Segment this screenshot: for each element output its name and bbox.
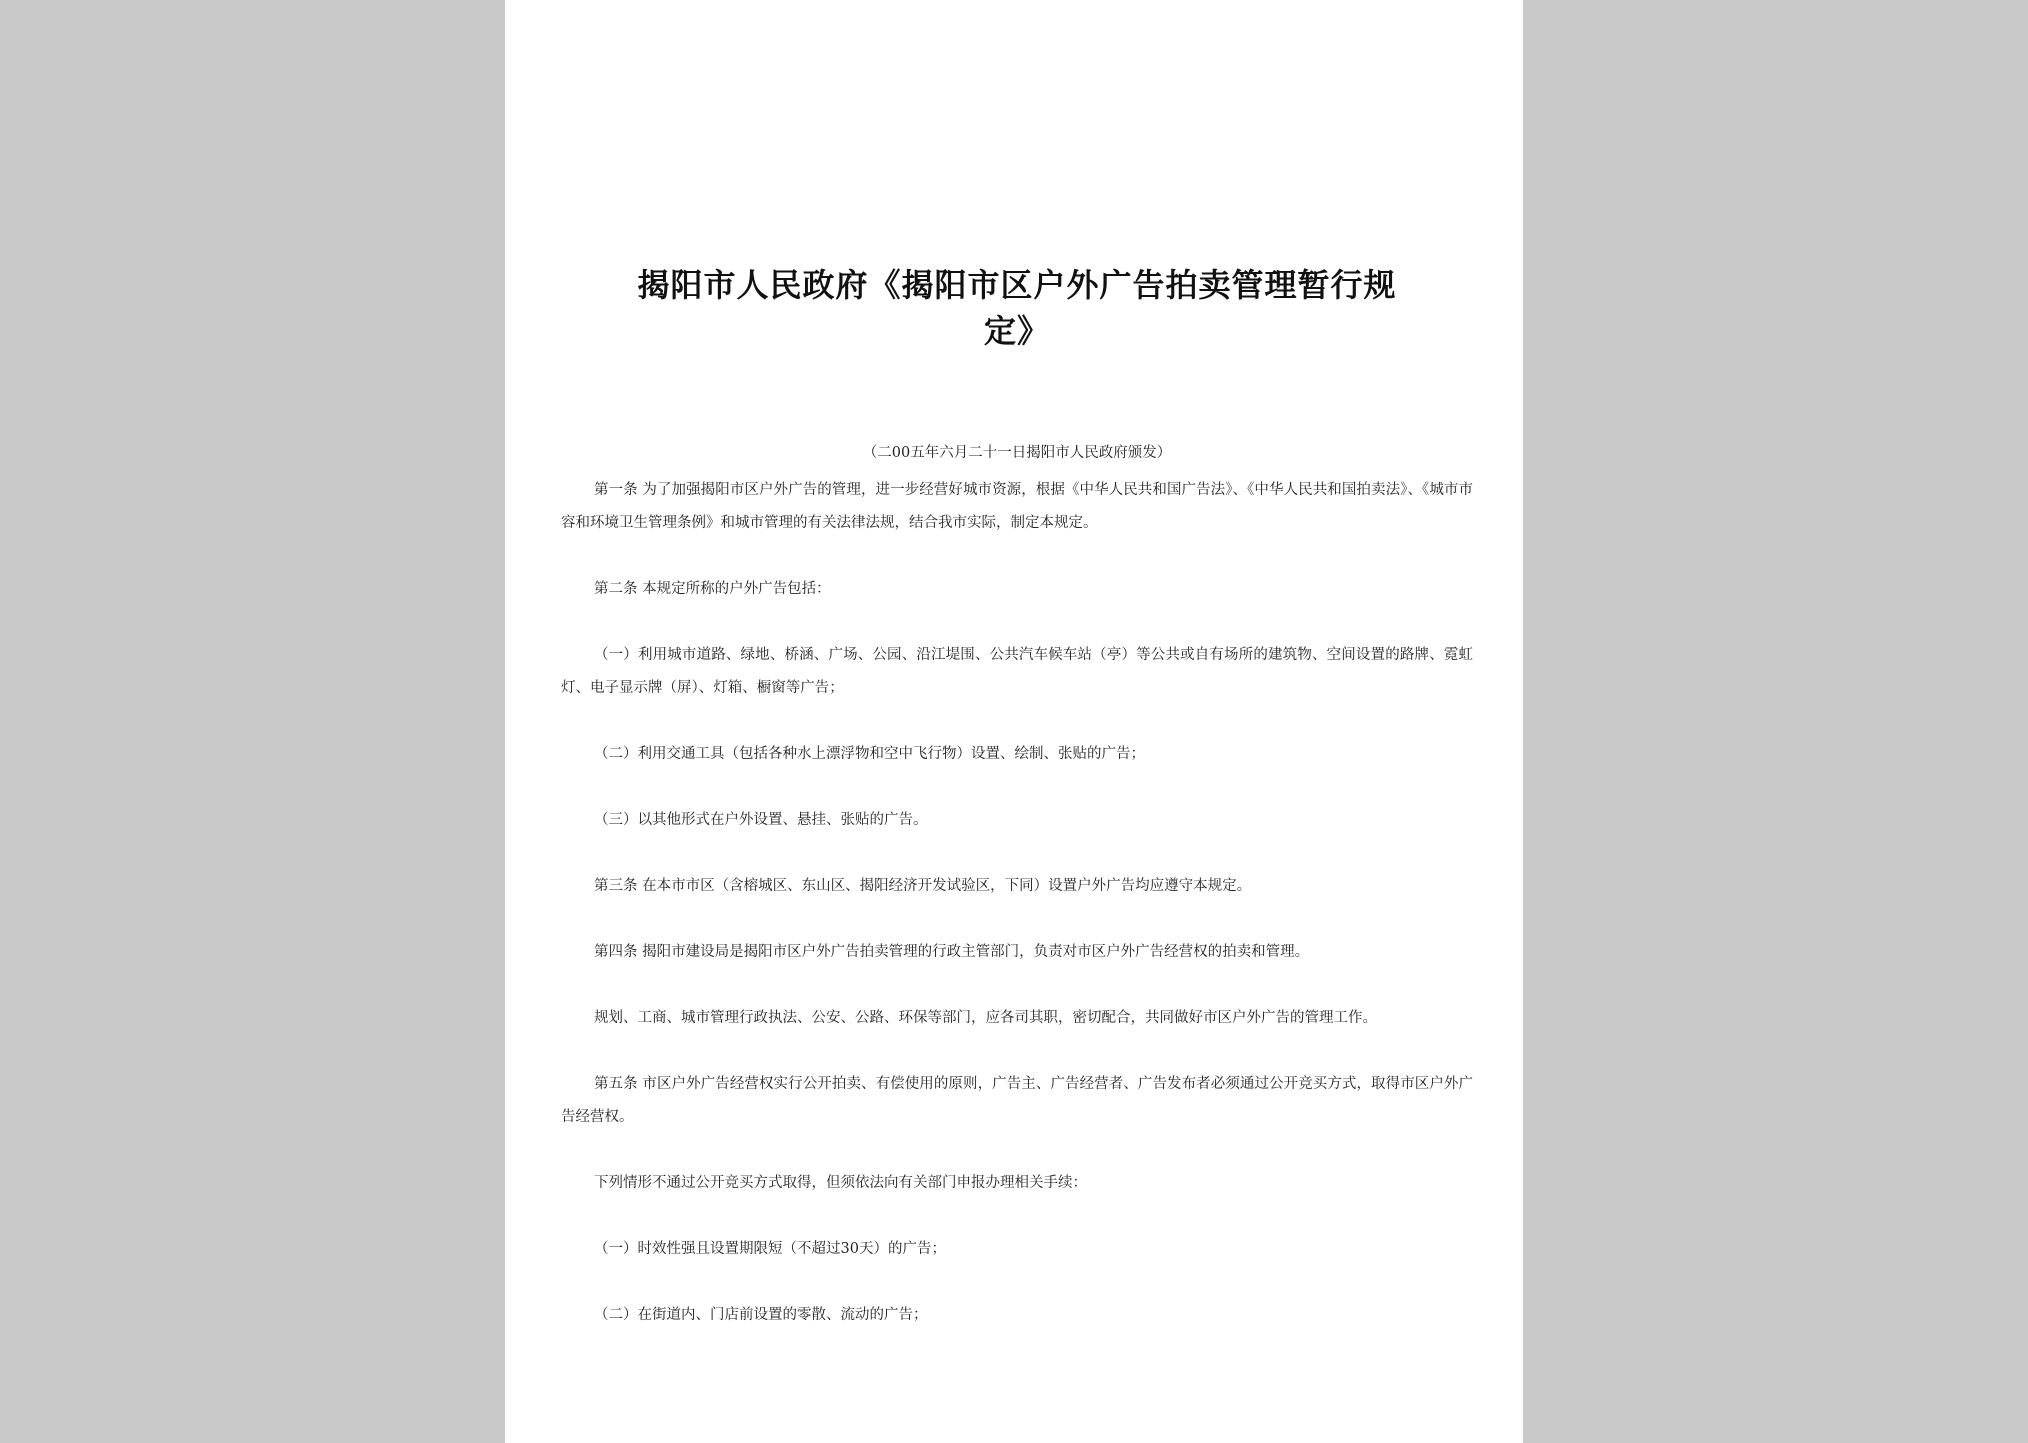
- title-line-2: 定》: [983, 312, 1050, 350]
- paragraph-article-4: 第四条 揭阳市建设局是揭阳市区户外广告拍卖管理的行政主管部门，负责对市区户外广告经营权的拍卖和管理。: [594, 944, 1310, 960]
- paragraph-article-5: 第五条 市区户外广告经营权实行公开拍卖、有偿使用的原则，广告主、广告经营者、广告发布者必须通过公开竞买方式，取得市区户外广告经营权。: [561, 1076, 1473, 1125]
- paragraph-article-2: 第二条 本规定所称的户外广告包括：: [594, 581, 831, 597]
- paragraph-exception-1: （一）时效性强且设置期限短（不超过30天）的广告；: [594, 1241, 946, 1257]
- document-title: [561, 262, 1473, 354]
- paragraph-exceptions: 下列情形不通过公开竞买方式取得，但须依法向有关部门申报办理相关手续：: [594, 1175, 1087, 1191]
- paragraph-article-4-cont: 规划、工商、城市管理行政执法、公安、公路、环保等部门，应各司其职，密切配合，共同做好市区户外广告的管理工作。: [594, 1010, 1377, 1026]
- document-content: [561, 262, 1473, 1365]
- paragraph-exception-2: （二）在街道内、门店前设置的零散、流动的广告；: [594, 1307, 928, 1323]
- document-page: [505, 0, 1523, 1443]
- title-line-1: 揭阳市人民政府《揭阳市区户外广告拍卖管理暂行规: [637, 266, 1397, 304]
- issue-date-note: （二00五年六月二十一日揭阳市人民政府颁发）: [862, 445, 1172, 461]
- paragraph-item-1: （一）利用城市道路、绿地、桥涵、广场、公园、沿江堤围、公共汽车候车站（亭）等公共或自有场所的建筑物、空间设置的路牌、霓虹灯、电子显示牌（屏）、灯箱、橱窗等广告；: [561, 647, 1473, 696]
- paragraph-article-3: 第三条 在本市市区（含榕城区、东山区、揭阳经济开发试验区，下同）设置户外广告均应遵守本规定。: [594, 878, 1252, 894]
- paragraph-item-3: （三）以其他形式在户外设置、悬挂、张贴的广告。: [594, 812, 928, 828]
- paragraph-article-1: 第一条 为了加强揭阳市区户外广告的管理，进一步经营好城市资源，根据《中华人民共和国广告法》、《中华人民共和国拍卖法》、《城市市容和环境卫生管理条例》和城市管理的有关法律法规，结合我市实际，制定本规定。: [561, 482, 1473, 531]
- paragraph-item-2: （二）利用交通工具（包括各种水上漂浮物和空中飞行物）设置、绘制、张贴的广告；: [594, 746, 1145, 762]
